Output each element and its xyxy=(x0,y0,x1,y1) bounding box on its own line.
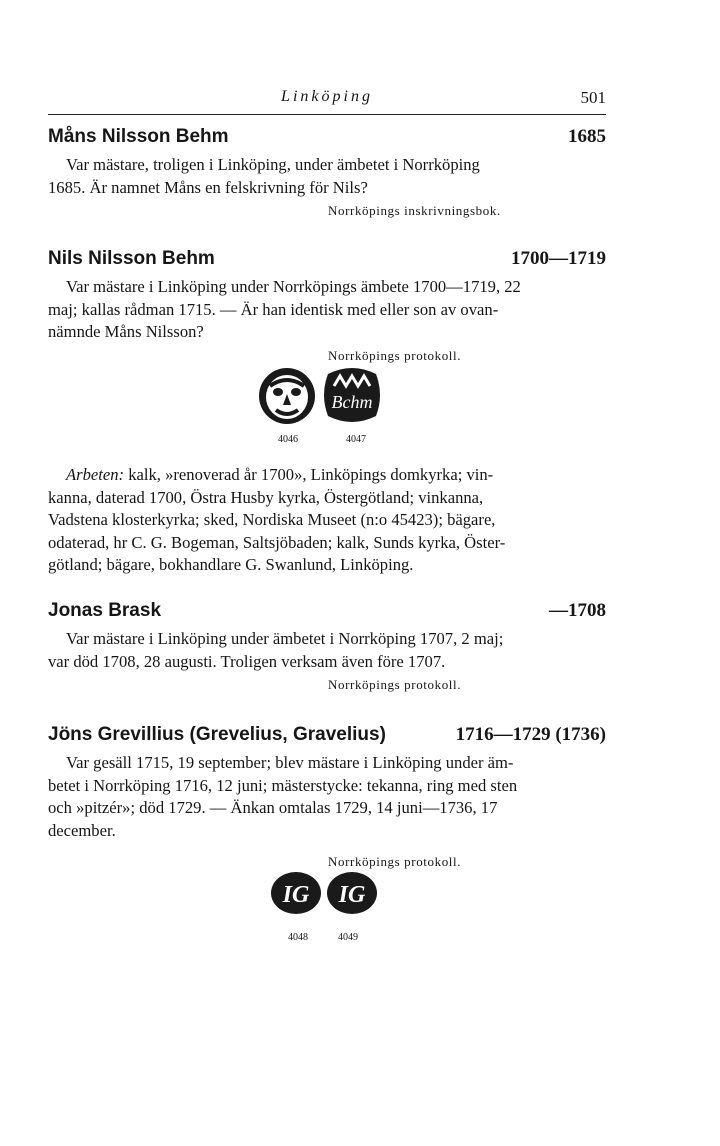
entry-head xyxy=(48,126,606,154)
entry-jonas-brask xyxy=(48,600,606,693)
entry-line: Var mästare i Linköping under Norrköpings ämbete 1700—1719, 22 xyxy=(66,277,521,296)
ig-mark-icon xyxy=(270,870,322,916)
works-line: Vadstena klosterkyrka; sked, Nordiska Museet (n:o 45423); bägare, xyxy=(48,510,496,529)
entry-line: maj; kallas rådman 1715. — Är han identisk med eller son av ovan- xyxy=(48,299,499,319)
entry-name: Måns Nilsson Behm xyxy=(48,126,229,147)
entry-name: Jöns Grevillius (Grevelius, Gravelius) xyxy=(48,724,386,745)
entry-line: Var mästare i Linköping under ämbetet i Norrköping 1707, 2 maj; xyxy=(66,629,504,648)
entry-line: och »pitzér»; död 1729. — Änkan omtalas 1729, 14 juni—1736, 17 xyxy=(48,798,498,817)
ig-mark-icon xyxy=(326,870,378,916)
face-mark-icon xyxy=(256,364,318,426)
entry-jons-grevillius xyxy=(48,724,606,870)
entry-name: Jonas Brask xyxy=(48,600,162,621)
maker-marks-grevillius xyxy=(48,870,606,950)
entry-head xyxy=(48,248,606,276)
entry-line: Var mästare, troligen i Linköping, under ämbetet i Norrköping xyxy=(66,155,480,174)
header-rule xyxy=(48,114,606,115)
works-body xyxy=(48,464,606,577)
entry-body xyxy=(48,276,606,344)
works-line: götland; bägare, bokhandlare G. Swanlund, Linköping. xyxy=(48,555,414,574)
works-list xyxy=(48,464,606,577)
entry-body xyxy=(48,628,606,673)
page-number: 501 xyxy=(580,88,606,107)
entry-name: Nils Nilsson Behm xyxy=(48,248,215,269)
entry-source: Norrköpings protokoll. xyxy=(328,347,462,363)
entry-dates: 1716—1729 (1736) xyxy=(455,724,606,745)
behm-mark-icon xyxy=(320,364,384,426)
works-line: kanna, daterad 1700, Östra Husby kyrka, Östergötland; vinkanna, xyxy=(48,487,484,507)
entry-dates: —1708 xyxy=(549,600,606,621)
entry-line: 1685. Är namnet Måns en felskrivning för Nils? xyxy=(48,177,368,197)
mark-text: Bchm xyxy=(331,392,373,412)
entry-line: Var gesäll 1715, 19 september; blev mästare i Linköping under äm- xyxy=(66,753,514,772)
maker-marks-behm xyxy=(48,362,606,452)
entry-dates: 1700—1719 xyxy=(511,248,606,269)
mark-text: IG xyxy=(338,882,366,908)
mark-text: IG xyxy=(282,882,310,908)
entry-body xyxy=(48,154,606,199)
entry-line: nämnde Måns Nilsson? xyxy=(48,322,204,341)
entry-mans-nilsson-behm xyxy=(48,126,606,219)
page xyxy=(48,0,606,1146)
mark-number: 4048 xyxy=(288,932,308,943)
mark-number: 4047 xyxy=(346,434,366,445)
entry-line: betet i Norrköping 1716, 12 juni; mästerstycke: tekanna, ring med sten xyxy=(48,775,518,795)
mark-number: 4046 xyxy=(278,434,298,445)
running-head xyxy=(48,88,606,112)
entry-source: Norrköpings protokoll. xyxy=(328,677,462,692)
entry-line: december. xyxy=(48,820,116,840)
works-line: kalk, »renoverad år 1700», Linköpings domkyrka; vin- xyxy=(128,465,494,484)
entry-line: var död 1708, 28 augusti. Troligen verksam även före 1707. xyxy=(48,651,446,671)
entry-head xyxy=(48,600,606,628)
running-title: Linköping xyxy=(281,88,373,105)
entry-source: Norrköpings protokoll. xyxy=(328,854,462,869)
entry-nils-nilsson-behm xyxy=(48,248,606,364)
entry-source: Norrköpings inskrivningsbok. xyxy=(328,203,501,218)
entry-dates: 1685 xyxy=(568,126,606,147)
works-line: odaterad, hr C. G. Bogeman, Saltsjöbaden; kalk, Sunds kyrka, Öster- xyxy=(48,532,506,552)
works-label: Arbeten: xyxy=(66,465,125,484)
entry-head xyxy=(48,724,606,752)
mark-number: 4049 xyxy=(338,932,358,943)
entry-body xyxy=(48,752,606,842)
